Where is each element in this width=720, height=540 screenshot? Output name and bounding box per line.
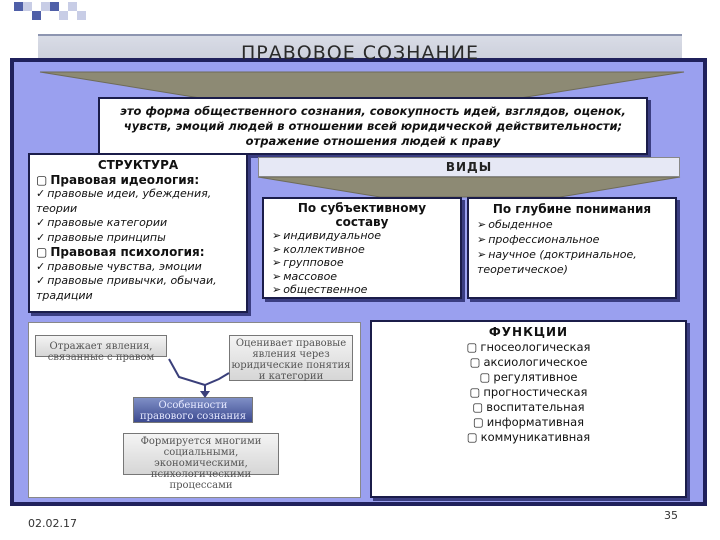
left-arrow	[169, 359, 205, 385]
evaluates-box: Оценивает правовые явления через юридические понятия и категории	[229, 335, 353, 381]
top-funnel	[40, 72, 684, 98]
slide-date: 02.02.17	[28, 517, 77, 530]
psychology-item: ✓ правовые чувства, эмоции	[36, 260, 240, 275]
subject-item: ➢ индивидуальное	[272, 229, 452, 243]
functions-heading: ФУНКЦИИ	[488, 325, 569, 339]
types-heading: ВИДЫ	[258, 157, 680, 177]
subject-item: ➢ коллективное	[272, 243, 452, 257]
function-item: ▢ аксиологическое	[380, 355, 677, 370]
by-depth-heading: По глубине понимания	[492, 202, 652, 216]
by-depth-box	[467, 197, 677, 299]
slide-number: 35	[664, 509, 678, 522]
function-item: ▢ гносеологическая	[380, 340, 677, 355]
function-item: ▢ информативная	[380, 415, 677, 430]
function-item: ▢ регулятивное	[380, 370, 677, 385]
structure-heading: СТРУКТУРА	[97, 158, 179, 172]
right-arrow	[205, 373, 229, 385]
psychology-label: ▢ Правовая психология:	[36, 245, 240, 260]
definition-text: это форма общественного сознания, совокупность идей, взглядов, оценок, чувств, эмоций людей в отношении всей юридической действительности; отражение отношения людей к праву	[120, 104, 626, 148]
ideology-item: ✓ правовые идеи, убеждения, теории	[36, 187, 240, 216]
by-subject-heading: По субъективному составу	[297, 201, 427, 229]
subject-item: ➢ массовое	[272, 270, 452, 284]
features-center-box: Особенности правового сознания	[133, 397, 253, 423]
definition-box	[98, 97, 648, 155]
depth-item: ➢ обыденное	[477, 217, 667, 232]
function-item: ▢ прогностическая	[380, 385, 677, 400]
functions-box	[370, 320, 687, 498]
psychology-item: ✓ правовые привычки, обычаи, традиции	[36, 274, 240, 303]
reflects-box: Отражает явления, связанные с правом	[35, 335, 167, 357]
page-title: ПРАВОВОЕ СОЗНАНИЕ	[241, 42, 479, 64]
arrowhead	[200, 391, 210, 398]
ideology-label: ▢ Правовая идеология:	[36, 173, 240, 188]
structure-box	[28, 153, 248, 313]
subject-item: ➢ общественное	[272, 283, 452, 297]
depth-item: ➢ профессиональное	[477, 232, 667, 247]
function-item: ▢ воспитательная	[380, 400, 677, 415]
formed-by-box: Формируется многими социальными, экономическими, психологическими процессами	[123, 433, 279, 475]
subject-item: ➢ групповое	[272, 256, 452, 270]
diagram-arrows	[29, 323, 362, 499]
by-subject-box	[262, 197, 462, 299]
features-diagram	[28, 322, 361, 498]
ideology-item: ✓ правовые категории	[36, 216, 240, 231]
types-funnel	[258, 177, 680, 197]
function-item: ▢ коммуникативная	[380, 430, 677, 445]
ideology-item: ✓ правовые принципы	[36, 231, 240, 246]
depth-item: ➢ научное (доктринальное, теоретическое)	[477, 247, 667, 277]
